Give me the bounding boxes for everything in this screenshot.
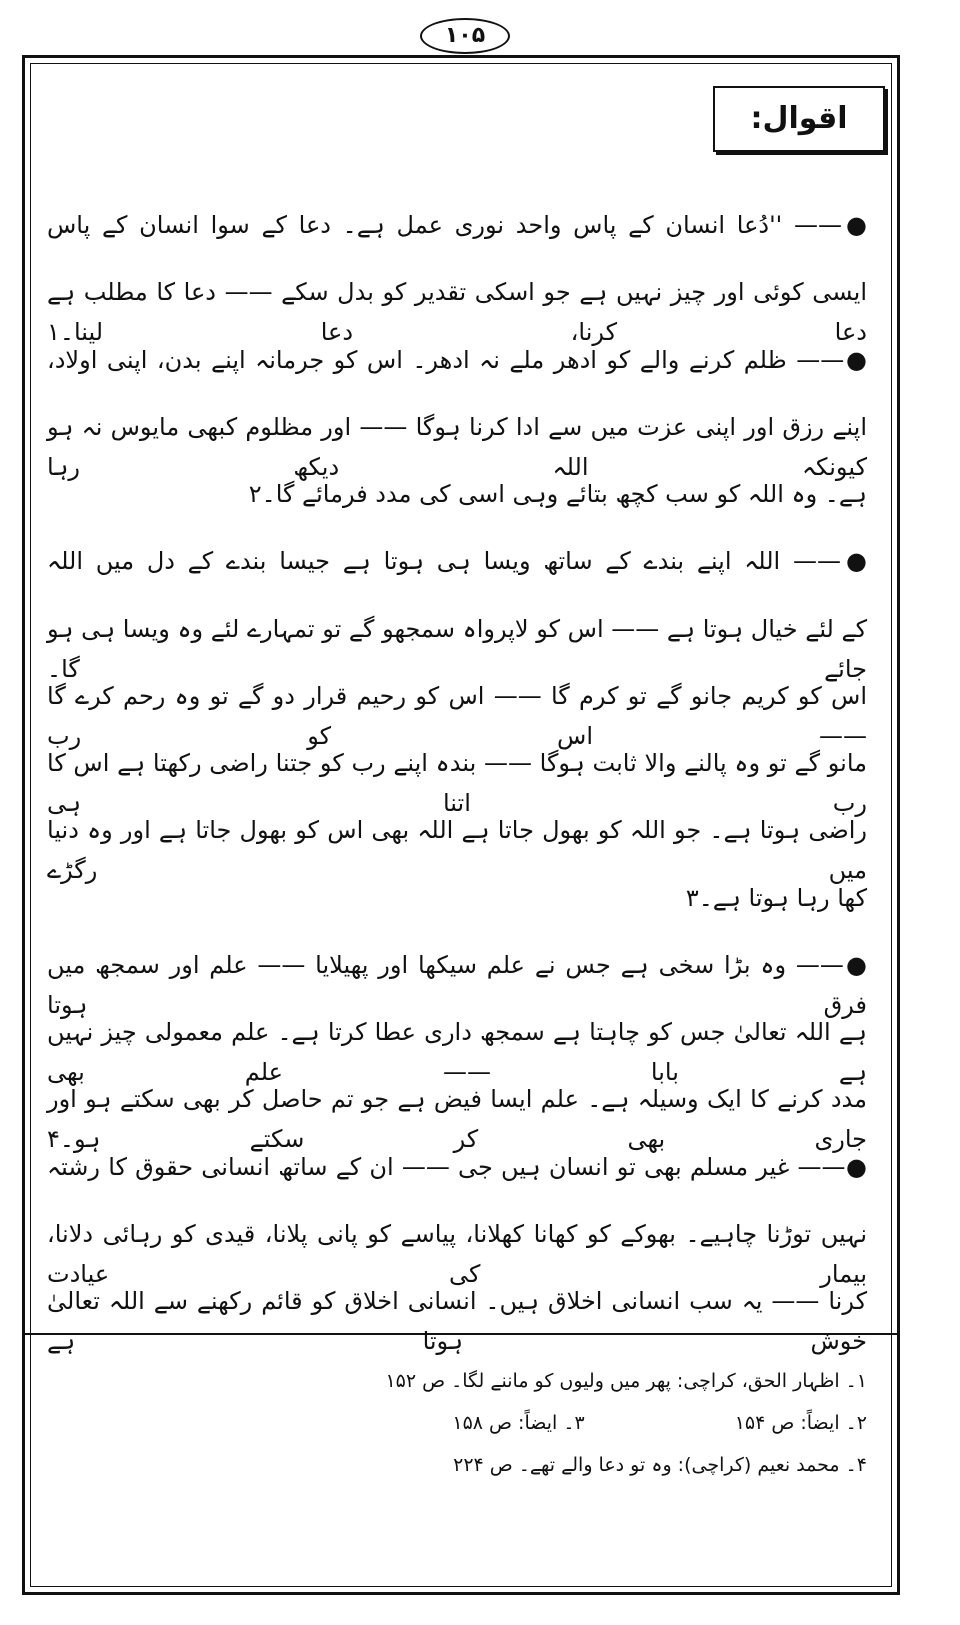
text-line: کے لئے خیال ہوتا ہے —— اس کو لاپرواہ سمجھو گے تو تمہارے لئے وہ ویسا ہی ہو جائے گا۔ — [47, 614, 867, 683]
footnote-2-3 — [452, 1408, 867, 1438]
text-line: ●—— ''دُعا انسان کے پاس واحد نوری عمل ہے۔ دعا کے سوا انسان کے پاس — [47, 211, 867, 239]
page-frame — [22, 55, 900, 1595]
text-line: ہے۔ وہ اللہ کو سب کچھ بتائے وہی اسی کی مدد فرمائے گا۔۲ — [248, 480, 867, 508]
text-line: ●—— وہ بڑا سخی ہے جس نے علم سیکھا اور پھیلایا —— علم اور سمجھ میں فرق ہوتا — [47, 950, 867, 1019]
text-line: ●—— غیر مسلم بھی تو انسان ہیں جی —— ان کے ساتھ انسانی حقوق کا رشتہ — [47, 1152, 867, 1181]
section-heading: اقوال: — [713, 86, 885, 152]
text-line: اس کو کریم جانو گے تو کرم گا —— اس کو رحیم قرار دو گے تو وہ رحم کرے گا —— اس کو رب — [47, 681, 867, 750]
text-line: مدد کرنے کا ایک وسیلہ ہے۔ علم ایسا فیض ہے جو تم حاصل کر بھی سکتے ہو اور جاری بھی کر سکتے ہو۔۴ — [47, 1085, 867, 1154]
footnote-3: ۳۔ ایضاً: ص ۱۵۸ — [452, 1412, 585, 1434]
text-line: ●—— اللہ اپنے بندے کے ساتھ ویسا ہی ہوتا ہے جیسا بندے کے دل میں اللہ — [47, 547, 867, 576]
text-line: نہیں توڑنا چاہیے۔ بھوکے کو کھانا کھلانا، پیاسے کو پانی پلانا، قیدی کو رہائی دلانا، بیمار کی عیادت — [47, 1219, 867, 1288]
text-line: ہے اللہ تعالیٰ جس کو چاہتا ہے سمجھ داری عطا کرتا ہے۔ علم معمولی چیز نہیں ہے بابا —— علم بھی — [47, 1018, 867, 1086]
page-number: ۱۰۵ — [420, 18, 510, 54]
footnote-separator — [25, 1333, 897, 1335]
text-line: کرنا —— یہ سب انسانی اخلاق ہیں۔ انسانی اخلاق کو قائم رکھنے سے اللہ تعالیٰ خوش ہوتا ہے — [47, 1287, 867, 1355]
text-line: راضی ہوتا ہے۔ جو اللہ کو بھول جاتا ہے اللہ بھی اس کو بھول جاتا ہے اور وہ دنیا میں رگڑے — [47, 816, 867, 885]
footnote-1: ۱۔ اظہار الحق، کراچی: پھر میں ولیوں کو ماننے لگا۔ ص ۱۵۲ — [385, 1370, 867, 1392]
text-line: کھا رہا ہوتا ہے۔۳ — [685, 883, 867, 912]
text-line: اپنے رزق اور اپنی عزت میں سے ادا کرنا ہوگا —— اور مظلوم کبھی مایوس نہ ہو کیونکہ اللہ دیکھ رہا — [47, 412, 867, 481]
footnote-2: ۲۔ ایضاً: ص ۱۵۴ — [734, 1412, 867, 1434]
text-line: ●—— ظلم کرنے والے کو ادھر ملے نہ ادھر۔ اس کو جرمانہ اپنے بدن، اپنی اولاد، — [47, 345, 867, 374]
footnote-4: ۴۔ محمد نعیم (کراچی): وہ تو دعا والے تھے۔ ص ۲۲۴ — [453, 1454, 867, 1476]
text-line: مانو گے تو وہ پالنے والا ثابت ہوگا —— بندہ اپنے رب کو جتنا راضی رکھتا ہے اس کا رب اتنا ہی — [47, 749, 867, 817]
text-line: ایسی کوئی اور چیز نہیں ہے جو اسکی تقدیر کو بدل سکے —— دعا کا مطلب ہے دعا کرنا، دعا لینا۔۱ — [47, 278, 867, 347]
